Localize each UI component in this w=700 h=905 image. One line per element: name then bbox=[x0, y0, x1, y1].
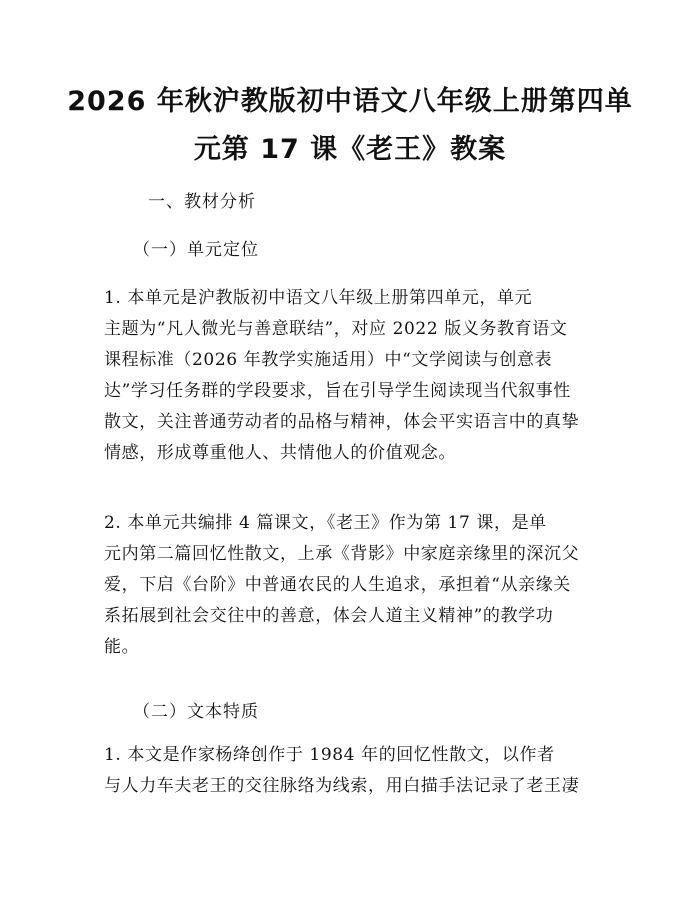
document-title-line-2: 元第 17 课《老王》教案 bbox=[193, 134, 507, 165]
paragraph-line: 系拓展到社会交往中的善意，体会人道主义精神”的教学功 bbox=[104, 606, 554, 626]
paragraph-unit-arrangement bbox=[104, 508, 604, 663]
document-title-line-1: 2026 年秋沪教版初中语文八年级上册第四单 bbox=[67, 86, 633, 117]
paragraph-line: 达”学习任务群的学段要求，旨在引导学生阅读现当代叙事性 bbox=[104, 381, 571, 401]
paragraph-line: 1. 本单元是沪教版初中语文八年级上册第四单元，单元 bbox=[104, 288, 533, 308]
paragraph-unit-theme bbox=[104, 283, 604, 469]
paragraph-line: 散文，关注普通劳动者的品格与精神，体会平实语言中的真挚 bbox=[104, 412, 580, 432]
subsection-heading-unit-positioning: （一）单元定位 bbox=[133, 240, 259, 260]
paragraph-line: 能。 bbox=[104, 637, 140, 657]
paragraph-line: 元内第二篇回忆性散文，上承《背影》中家庭亲缘里的深沉父 bbox=[104, 544, 580, 564]
paragraph-line: 情感，形成尊重他人、共情他人的价值观念。 bbox=[104, 443, 456, 463]
subsection-heading-text-characteristics: （二）文本特质 bbox=[133, 702, 259, 722]
paragraph-line: 2. 本单元共编排 4 篇课文，《老王》作为第 17 课，是单 bbox=[104, 513, 547, 533]
section-heading-teaching-material-analysis: 一、教材分析 bbox=[148, 192, 256, 212]
paragraph-line: 爱，下启《台阶》中普通农民的人生追求，承担着“从亲缘关 bbox=[104, 575, 571, 595]
paragraph-line: 与人力车夫老王的交往脉络为线索，用白描手法记录了老王凄 bbox=[104, 776, 580, 796]
paragraph-text-characteristics bbox=[104, 740, 604, 802]
paragraph-line: 主题为“凡人微光与善意联结”，对应 2022 版义务教育语文 bbox=[104, 319, 568, 339]
paragraph-line: 1. 本文是作家杨绛创作于 1984 年的回忆性散文，以作者 bbox=[104, 745, 555, 765]
paragraph-line: 课程标准（2026 年教学实施适用）中“文学阅读与创意表 bbox=[104, 350, 553, 370]
